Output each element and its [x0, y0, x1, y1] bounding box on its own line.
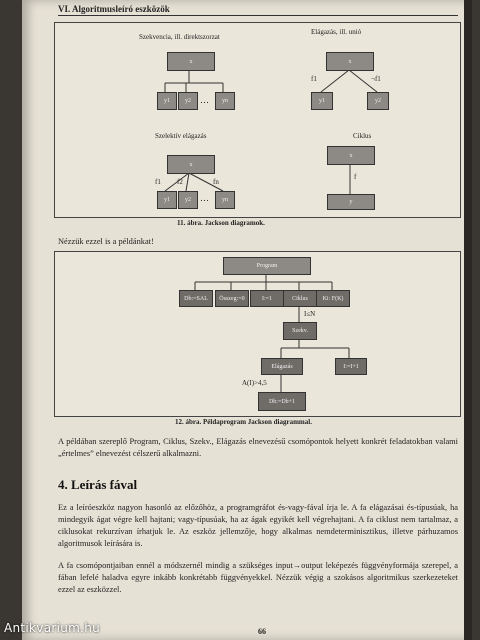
selective-cond-fn: fn: [213, 178, 219, 186]
loop-root-box: x: [327, 146, 375, 165]
action-box: Db:=Db+1: [258, 392, 306, 411]
running-header: VI. Algoritmusleíró eszközök: [58, 4, 170, 14]
loop-cond-f: f: [354, 173, 357, 181]
selection-box: Elágazás: [261, 358, 303, 375]
selection-cond-f1: f1: [311, 75, 317, 83]
condition-label: A(I)>4,5: [242, 379, 267, 387]
program-child-box: Ki: F(K): [316, 290, 350, 307]
loop-box: Ciklus: [283, 290, 317, 307]
paragraph-3: A fa csomópontjaiban ennél a módszernél mindig a szükséges input→output leképezés függvényformája szerepel, a fában lefelé haladva egyre inkább konkrétabb függvényekkel. Nézzük végig a szokásos algoritmikus szerkezeteket ezzel az eszközzel.: [58, 561, 458, 594]
selection-title: Elágazás, ill. unió: [311, 28, 362, 36]
selective-root-box: x: [167, 155, 215, 174]
selective-y2-box: y2: [178, 191, 198, 209]
paragraph-1: A példában szereplő Program, Ciklus, Szekv., Elágazás elnevezésű csomópontok helyett konkrét feladatokban valami „értelmes” elnevezést célszerű alkalmazni.: [58, 437, 458, 458]
selection-y2-box: y2: [367, 92, 389, 110]
selection-cond-not-f1: ¬f1: [371, 75, 381, 83]
selective-y1-box: y1: [157, 191, 177, 209]
selection-root-box: x: [326, 52, 374, 71]
loop-title: Ciklus: [353, 132, 372, 140]
sequence-title: Szekvencia, ill. direktszorzat: [139, 33, 220, 41]
watermark: Antikvarium.hu: [4, 621, 101, 635]
selective-dots: …: [200, 193, 209, 203]
sequence-root-box: x: [167, 52, 215, 71]
section-title: 4. Leírás fával: [58, 477, 138, 492]
figure2-caption: 12. ábra. Példaprogram Jackson diagrammal.: [175, 418, 312, 426]
selective-cond-f2: f2: [177, 178, 183, 186]
paragraph-2: Ez a leíróeszköz nagyon hasonló az előzőhöz, a programgráfot és-vagy-fával írja le. A fa elágazásai és-típusúak, ha mindegyik ágat végre kell hajtani; vagy-típusúak, ha az ágak egyikét kell végrehajtani. A fa ciklust nem tartalmaz, a ciklusokat rekurzívan írhatjuk le. Az eszköz jellemzője, hogy alkalmas nemdeterminisztikus, illetve párhuzamos algoritmusok leírására is.: [58, 503, 458, 548]
figure1-caption: 11. ábra. Jackson diagramok.: [177, 219, 265, 227]
book-page: [22, 0, 472, 640]
selective-title: Szelektív elágazás: [155, 132, 207, 140]
figure-jackson-diagrams: [54, 22, 461, 218]
selective-yn-box: yn: [215, 191, 235, 209]
figure-example-program: [54, 251, 461, 417]
program-child-box: I:=1: [250, 290, 284, 307]
program-root-box: Program: [223, 257, 311, 275]
intro-text: Nézzük ezzel is a példánkat!: [58, 237, 154, 246]
loop-condition-label: I≤N: [304, 310, 316, 318]
sequence-dots: …: [200, 95, 209, 105]
program-child-box: Db:=SAL: [179, 290, 213, 307]
sequence-y1-box: y1: [157, 92, 177, 110]
header-rule: [58, 15, 458, 16]
sequence-yn-box: yn: [215, 92, 235, 110]
selective-cond-f1: f1: [155, 178, 161, 186]
figure1-connectors: [55, 23, 460, 217]
sequence-box: Szekv.: [283, 322, 317, 340]
selection-y1-box: y1: [311, 92, 333, 110]
page-edge: [464, 0, 472, 640]
loop-body-box: y: [327, 194, 375, 210]
program-child-box: Összeg:=0: [215, 290, 249, 307]
increment-box: I:=I+1: [335, 358, 367, 375]
sequence-y2-box: y2: [178, 92, 198, 110]
page-number: 66: [258, 627, 266, 636]
